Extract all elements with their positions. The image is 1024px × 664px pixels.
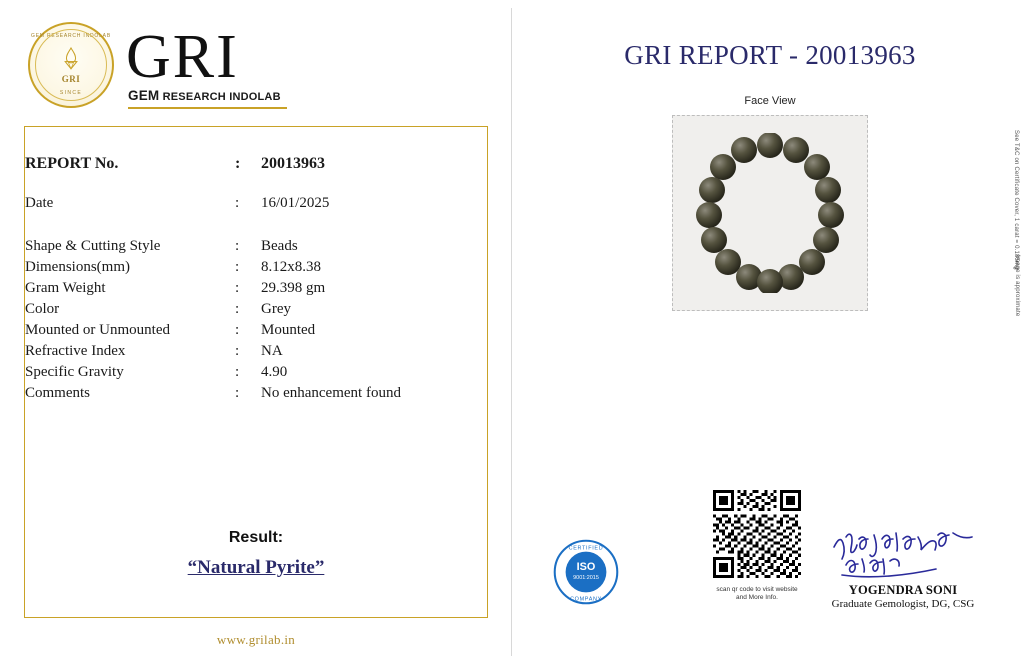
field-value: 4.90: [261, 364, 288, 380]
field-colon: :: [235, 195, 240, 211]
field-colon: :: [235, 259, 240, 275]
logo-underline: [128, 107, 287, 109]
signature-icon: [828, 525, 978, 581]
qr-caption-line2: and More Info.: [736, 594, 778, 601]
logo-block: [126, 22, 281, 103]
signer-name: YOGENDRA SONI: [848, 583, 958, 597]
field-colon: :: [235, 301, 240, 317]
field-colon: :: [235, 385, 240, 401]
side-note-terms: See T&C on Certificate Cover, 1 carat = 0.185mg: [1013, 130, 1019, 270]
svg-text:9001:2015: 9001:2015: [573, 574, 599, 581]
field-value: 16/01/2025: [261, 195, 330, 211]
seal-top-text: GEM RESEARCH INDOLAB: [31, 33, 111, 39]
field-colon: :: [235, 238, 240, 254]
gri-seal-icon: [28, 22, 114, 108]
logo-subtitle-gem: GEM: [128, 87, 160, 103]
website-link[interactable]: www.grilab.in: [216, 632, 296, 647]
qr-caption: [702, 586, 812, 602]
footer-row: [526, 496, 1014, 616]
brand-header: [14, 14, 498, 110]
table-row: [25, 299, 487, 320]
table-row: [25, 278, 487, 299]
field-colon: :: [235, 343, 240, 359]
field-label: Shape & Cutting Style: [25, 238, 161, 254]
table-row: [25, 153, 487, 179]
field-value: Beads: [261, 238, 298, 254]
field-colon: :: [235, 155, 241, 172]
field-label: Color: [25, 301, 60, 317]
field-value: No enhancement found: [261, 385, 401, 401]
field-value: 20013963: [261, 155, 325, 172]
logo-wordmark: GRI: [126, 22, 239, 91]
field-value: Grey: [261, 301, 291, 317]
gem-photo: [672, 115, 868, 311]
svg-text:CERTIFIED: CERTIFIED: [568, 545, 604, 552]
field-label: REPORT No.: [25, 155, 119, 172]
table-row: [25, 362, 487, 383]
result-label: Result:: [228, 529, 284, 546]
signer-role: Graduate Gemologist, DG, CSG: [831, 598, 975, 610]
table-row: [25, 236, 487, 257]
field-label: Dimensions(mm): [25, 259, 130, 275]
table-row: [25, 193, 487, 214]
side-note-approx: Image is approximate: [1014, 255, 1020, 317]
details-card: [24, 126, 488, 618]
field-colon: :: [235, 364, 240, 380]
iso-badge-icon: [552, 538, 620, 606]
field-label: Comments: [25, 385, 91, 401]
qr-caption-line1: scan qr code to visit website: [716, 586, 798, 593]
result-value: “Natural Pyrite”: [187, 557, 325, 578]
table-row: [25, 320, 487, 341]
field-value: 8.12x8.38: [261, 259, 321, 275]
table-row: [25, 257, 487, 278]
row-spacer: [25, 179, 487, 193]
right-panel: [512, 0, 1024, 664]
logo-subtitle: [126, 88, 281, 103]
result-block: [25, 529, 487, 579]
field-colon: :: [235, 280, 240, 296]
bracelet-image: [695, 133, 845, 293]
row-spacer: [25, 214, 487, 236]
field-value: NA: [261, 343, 283, 359]
seal-bottom-text: SINCE: [59, 90, 83, 96]
gem-flame-icon: [58, 46, 84, 72]
field-label: Date: [25, 195, 54, 211]
field-label: Refractive Index: [25, 343, 126, 359]
field-label: Specific Gravity: [25, 364, 124, 380]
signature-block: [798, 525, 1008, 610]
table-row: [25, 341, 487, 362]
details-table: [25, 153, 487, 404]
field-value: Mounted: [261, 322, 316, 338]
seal-mid-text: GRI: [61, 74, 81, 84]
face-view-label: Face View: [744, 95, 796, 107]
field-label: Gram Weight: [25, 280, 106, 296]
svg-text:ISO: ISO: [576, 560, 596, 573]
field-label: Mounted or Unmounted: [25, 322, 170, 338]
page-title: GRI REPORT - 20013963: [624, 40, 916, 70]
qr-block[interactable]: [702, 490, 812, 602]
field-value: 29.398 gm: [261, 280, 326, 296]
logo-subtitle-rest: RESEARCH INDOLAB: [159, 90, 281, 103]
table-row: [25, 383, 487, 404]
field-colon: :: [235, 322, 240, 338]
qr-code-icon[interactable]: [713, 490, 801, 578]
svg-text:COMPANY: COMPANY: [570, 596, 602, 603]
